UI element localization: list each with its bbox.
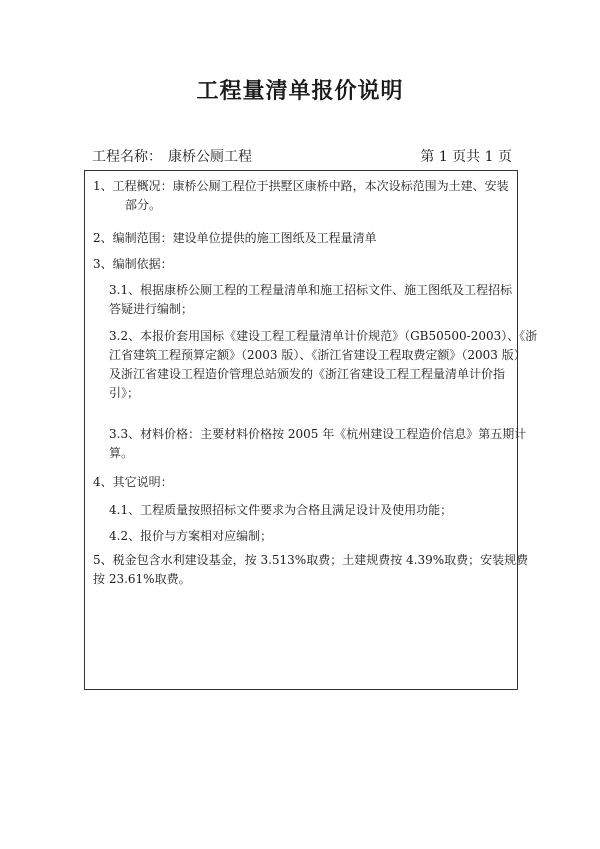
item-4-line-1: 4、其它说明： [93,475,173,489]
item-3-3-line-2: 算。 [109,446,134,460]
item-3-1 [109,281,512,319]
item-1 [93,177,509,215]
content-box [84,170,538,690]
project-label: 工程名称： [92,149,162,165]
item-4-2 [109,527,272,546]
item-3-2-line-1: 3.2、本报价套用国标《建设工程工程量清单计价规范》（GB50500-2003）、《浙 [109,329,538,343]
item-5-line-2: 按 23.61%取费。 [93,572,191,586]
item-1-line-2: 部分。 [125,198,162,212]
item-5 [93,551,528,589]
item-4 [93,473,173,492]
item-1-line-1: 1、工程概况：康桥公厕工程位于拱墅区康桥中路，本次设标范围为土建、安装 [93,179,509,193]
item-4-2-line-1: 4.2、报价与方案相对应编制； [109,529,273,543]
item-3-1-line-2: 答疑进行编制； [109,302,194,316]
item-2-line-1: 2、编制范围：建设单位提供的施工图纸及工程量清单 [93,231,377,245]
item-3-2-line-3: 及浙江省建设工程造价管理总站颁发的《浙江省建设工程工程量清单计价指 [109,367,506,381]
project-name: 康桥公厕工程 [168,149,252,165]
header-row [92,146,512,166]
item-4-1 [109,501,452,520]
item-5-line-1: 5、税金包含水利建设基金，按 3.513%取费；土建规费按 4.39%取费；安装规费 [93,553,529,567]
item-3-3 [109,425,526,463]
item-3-2-line-2: 江省建筑工程预算定额》（2003 版）、《浙江省建设工程取费定额》（2003 版） [109,348,526,362]
item-3-1-line-1: 3.1、根据康桥公厕工程的工程量清单和施工招标文件、施工图纸及工程招标 [109,283,513,297]
item-3 [93,255,173,274]
document-title: 工程量清单报价说明 [196,79,404,104]
item-3-2-line-4: 引》； [109,386,140,400]
project-info [92,146,252,166]
page-info: 第 1 页共 1 页 [420,149,512,165]
item-4-1-line-1: 4.1、工程质量按照招标文件要求为合格且满足设计及使用功能； [109,503,453,517]
item-3-3-line-1: 3.3、材料价格：主要材料价格按 2005 年《杭州建设工程造价信息》第五期计 [109,427,527,441]
item-3-line-1: 3、编制依据： [93,257,173,271]
item-2 [93,229,377,248]
item-3-2 [109,327,537,403]
